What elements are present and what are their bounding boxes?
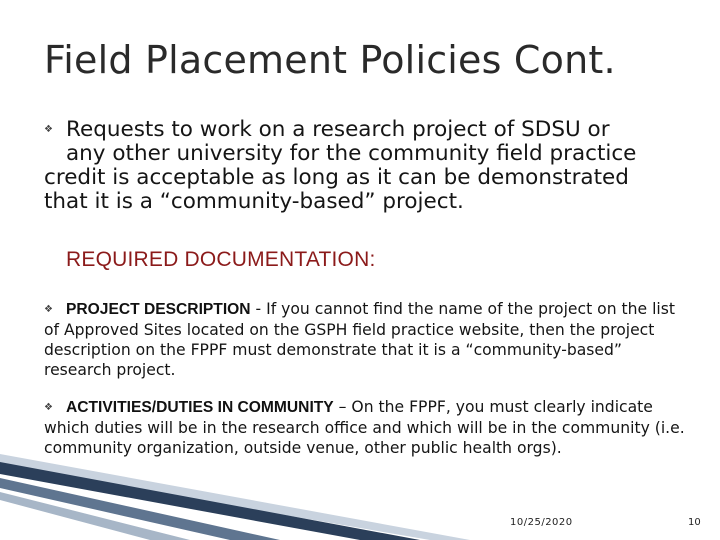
paragraph-research-project [44, 118, 694, 214]
decorative-swoosh [0, 440, 720, 540]
square-bullet-icon: ❖ [44, 402, 53, 413]
project-description-item [44, 299, 694, 380]
square-bullet-icon: ❖ [44, 304, 53, 315]
activities-duties-text: – On the FPPF, you must clearly indicate which duties will be in the research office and which will be in the community (i.e. community organization, outside venue, other public health orgs). [44, 398, 685, 457]
square-bullet-icon: ❖ [44, 124, 53, 135]
project-description-text: - If you cannot find the name of the project on the list of Approved Sites located on the GSPH field practice website, then the project description on the FPPF must demonstrate that it is a “community-based” research project. [44, 300, 675, 379]
activities-duties-lead: ACTIVITIES/DUTIES IN COMMUNITY [66, 399, 334, 416]
slide-title: Field Placement Policies Cont. [44, 38, 616, 82]
paragraph-line: credit is acceptable as long as it can be demonstrated [44, 165, 629, 190]
project-description-lead: PROJECT DESCRIPTION [66, 301, 251, 318]
paragraph-line: that it is a “community-based” project. [44, 189, 464, 214]
paragraph-line: Requests to work on a research project of SDSU or [66, 117, 610, 142]
page-number: 10 [688, 517, 701, 528]
required-documentation-heading: REQUIRED DOCUMENTATION: [66, 248, 376, 271]
footer-date: 10/25/2020 [510, 517, 573, 528]
paragraph-line: any other university for the community field practice [66, 141, 637, 166]
